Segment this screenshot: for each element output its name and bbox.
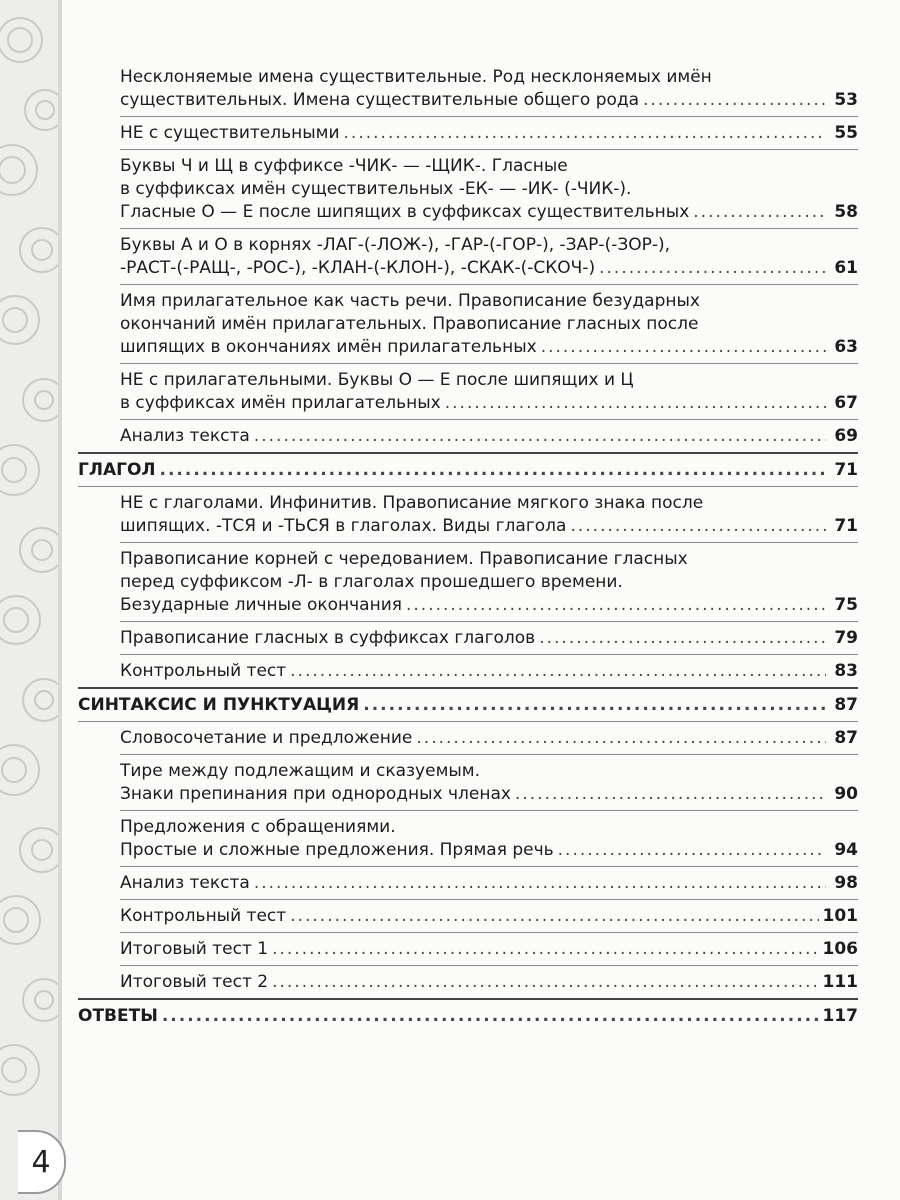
entry-title: Буквы А и О в корнях -ЛАГ-(-ЛОЖ-), -ГАР-(-ГОР-), -ЗАР-(-ЗОР-), bbox=[120, 235, 671, 255]
divider bbox=[78, 721, 858, 722]
leader-dots bbox=[643, 89, 826, 112]
section-title: ГЛАГОЛ bbox=[78, 460, 156, 480]
page-ref: 75 bbox=[834, 595, 858, 615]
toc-entry bbox=[120, 369, 858, 415]
leader-dots bbox=[162, 1005, 819, 1028]
toc-line bbox=[120, 392, 858, 415]
leader-dots bbox=[406, 594, 826, 617]
decorative-swirl-border bbox=[0, 0, 62, 1200]
divider bbox=[120, 654, 858, 655]
divider bbox=[120, 754, 858, 755]
entry-title: Итоговый тест 1 bbox=[120, 939, 269, 959]
entry-title: Итоговый тест 2 bbox=[120, 972, 269, 992]
toc-line bbox=[120, 660, 858, 683]
section-title: ОТВЕТЫ bbox=[78, 1006, 158, 1026]
divider bbox=[120, 228, 858, 229]
leader-dots bbox=[599, 257, 826, 280]
leader-dots bbox=[272, 971, 818, 994]
entry-title: Несклоняемые имена существительные. Род несклоняемых имён bbox=[120, 67, 712, 87]
divider bbox=[78, 486, 858, 487]
entry-title: существительных. Имена существительные общего рода bbox=[120, 90, 640, 110]
toc-line bbox=[120, 492, 858, 515]
toc-line bbox=[120, 783, 858, 806]
toc-line bbox=[120, 571, 858, 594]
entry-title: Имя прилагательное как часть речи. Правописание безударных bbox=[120, 291, 700, 311]
entry-title: Тире между подлежащим и сказуемым. bbox=[120, 761, 481, 781]
toc-line bbox=[120, 290, 858, 313]
leader-dots bbox=[344, 122, 826, 145]
entry-title: Словосочетание и предложение bbox=[120, 728, 413, 748]
divider bbox=[120, 621, 858, 622]
divider bbox=[120, 116, 858, 117]
divider bbox=[120, 932, 858, 933]
page-ref: 63 bbox=[834, 337, 858, 357]
toc-line bbox=[78, 1005, 858, 1028]
toc-line bbox=[120, 839, 858, 862]
toc-entry bbox=[120, 816, 858, 862]
toc-line bbox=[120, 122, 858, 145]
toc-line bbox=[120, 872, 858, 895]
entry-title: Буквы Ч и Щ в суффиксе -ЧИК- — -ЩИК-. Гласные bbox=[120, 156, 568, 176]
swirl-pattern-icon bbox=[0, 0, 62, 1200]
toc-line bbox=[120, 727, 858, 750]
divider bbox=[120, 899, 858, 900]
toc-line bbox=[120, 548, 858, 571]
toc-entry bbox=[120, 492, 858, 538]
entry-title: шипящих. -ТСЯ и -ТЬСЯ в глаголах. Виды глагола bbox=[120, 516, 567, 536]
leader-dots bbox=[416, 727, 826, 750]
page-ref: 61 bbox=[834, 258, 858, 278]
entry-title: НЕ с прилагательными. Буквы О — Е после шипящих и Ц bbox=[120, 370, 634, 390]
toc-entry bbox=[120, 425, 858, 448]
divider bbox=[120, 363, 858, 364]
divider bbox=[120, 149, 858, 150]
toc-entry bbox=[120, 971, 858, 994]
toc-line bbox=[120, 938, 858, 961]
toc-line bbox=[120, 178, 858, 201]
page-ref: 71 bbox=[834, 460, 858, 480]
toc-entry bbox=[120, 905, 858, 928]
toc-line bbox=[120, 816, 858, 839]
page-ref: 98 bbox=[834, 873, 858, 893]
page-ref: 55 bbox=[834, 123, 858, 143]
divider bbox=[78, 998, 858, 1000]
toc-entry bbox=[120, 727, 858, 750]
leader-dots bbox=[272, 938, 818, 961]
toc-line bbox=[78, 694, 858, 717]
divider bbox=[78, 452, 858, 454]
entry-title: Знаки препинания при однородных членах bbox=[120, 784, 511, 804]
leader-dots bbox=[541, 336, 826, 359]
page-ref: 87 bbox=[834, 728, 858, 748]
page-ref: 83 bbox=[834, 661, 858, 681]
toc-entry bbox=[120, 66, 858, 112]
entry-title: Простые и сложные предложения. Прямая речь bbox=[120, 840, 554, 860]
divider bbox=[78, 687, 858, 689]
entry-title: НЕ с существительными bbox=[120, 123, 340, 143]
leader-dots bbox=[290, 660, 826, 683]
entry-title: перед суффиксом -Л- в глаголах прошедшего времени. bbox=[120, 572, 623, 592]
entry-title: шипящих в окончаниях имён прилагательных bbox=[120, 337, 537, 357]
toc-line bbox=[120, 760, 858, 783]
entry-title: окончаний имён прилагательных. Правописание гласных после bbox=[120, 314, 699, 334]
toc-line bbox=[120, 425, 858, 448]
toc-section bbox=[78, 1005, 858, 1028]
toc-line bbox=[120, 336, 858, 359]
toc-line bbox=[120, 234, 858, 257]
entry-title: в суффиксах имён прилагательных bbox=[120, 393, 441, 413]
toc-line bbox=[120, 257, 858, 280]
toc-line bbox=[78, 459, 858, 482]
toc-line bbox=[120, 201, 858, 224]
entry-title: Правописание гласных в суффиксах глаголов bbox=[120, 628, 536, 648]
toc-section bbox=[78, 694, 858, 717]
leader-dots bbox=[693, 201, 826, 224]
page-ref: 58 bbox=[834, 202, 858, 222]
leader-dots bbox=[558, 839, 826, 862]
toc-line bbox=[120, 369, 858, 392]
leader-dots bbox=[290, 905, 818, 928]
page-number: 4 bbox=[31, 1144, 51, 1180]
divider bbox=[120, 866, 858, 867]
page-ref: 79 bbox=[834, 628, 858, 648]
divider bbox=[120, 965, 858, 966]
toc-entry bbox=[120, 760, 858, 806]
leader-dots bbox=[539, 627, 826, 650]
toc-entry bbox=[120, 627, 858, 650]
toc-entry bbox=[120, 122, 858, 145]
leader-dots bbox=[254, 425, 826, 448]
leader-dots bbox=[363, 694, 826, 717]
divider bbox=[120, 419, 858, 420]
entry-title: Анализ текста bbox=[120, 873, 250, 893]
page-ref: 67 bbox=[834, 393, 858, 413]
toc-entry bbox=[120, 290, 858, 359]
section-title: СИНТАКСИС И ПУНКТУАЦИЯ bbox=[78, 695, 360, 715]
entry-title: Контрольный тест bbox=[120, 661, 287, 681]
divider bbox=[120, 810, 858, 811]
toc-entry bbox=[120, 938, 858, 961]
toc-line bbox=[120, 905, 858, 928]
page-ref: 69 bbox=[834, 426, 858, 446]
page-ref: 101 bbox=[822, 906, 858, 926]
leader-dots bbox=[515, 783, 826, 806]
entry-title: Правописание корней с чередованием. Правописание гласных bbox=[120, 549, 688, 569]
page-ref: 117 bbox=[822, 1006, 858, 1026]
entry-title: -РАСТ-(-РАЩ-, -РОС-), -КЛАН-(-КЛОН-), -СКАК-(-СКОЧ-) bbox=[120, 258, 596, 278]
entry-title: в суффиксах имён существительных -ЕК- — -ИК- (-ЧИК-). bbox=[120, 179, 632, 199]
divider bbox=[120, 542, 858, 543]
page-ref: 94 bbox=[834, 840, 858, 860]
toc-line bbox=[120, 971, 858, 994]
leader-dots bbox=[570, 515, 826, 538]
entry-title: Безударные личные окончания bbox=[120, 595, 402, 615]
entry-title: Предложения с обращениями. bbox=[120, 817, 396, 837]
page-ref: 106 bbox=[822, 939, 858, 959]
toc-line bbox=[120, 155, 858, 178]
toc-line bbox=[120, 594, 858, 617]
toc-line bbox=[120, 627, 858, 650]
entry-title: Контрольный тест bbox=[120, 906, 287, 926]
toc-entry bbox=[120, 872, 858, 895]
page-ref: 87 bbox=[834, 695, 858, 715]
page-ref: 71 bbox=[834, 516, 858, 536]
entry-title: Анализ текста bbox=[120, 426, 250, 446]
entry-title: Гласные О — Е после шипящих в суффиксах существительных bbox=[120, 202, 690, 222]
toc-line bbox=[120, 89, 858, 112]
toc-entry bbox=[120, 155, 858, 224]
toc-entry bbox=[120, 234, 858, 280]
toc-section bbox=[78, 459, 858, 482]
page-ref: 90 bbox=[834, 784, 858, 804]
leader-dots bbox=[254, 872, 826, 895]
toc-line bbox=[120, 66, 858, 89]
toc-entry bbox=[120, 660, 858, 683]
toc-entry bbox=[120, 548, 858, 617]
toc-line bbox=[120, 515, 858, 538]
divider bbox=[120, 284, 858, 285]
table-of-contents bbox=[78, 66, 858, 1028]
entry-title: НЕ с глаголами. Инфинитив. Правописание мягкого знака после bbox=[120, 493, 704, 513]
page-ref: 111 bbox=[822, 972, 858, 992]
toc-line bbox=[120, 313, 858, 336]
leader-dots bbox=[160, 459, 826, 482]
border-line bbox=[58, 0, 62, 1200]
page-ref: 53 bbox=[834, 90, 858, 110]
leader-dots bbox=[445, 392, 826, 415]
